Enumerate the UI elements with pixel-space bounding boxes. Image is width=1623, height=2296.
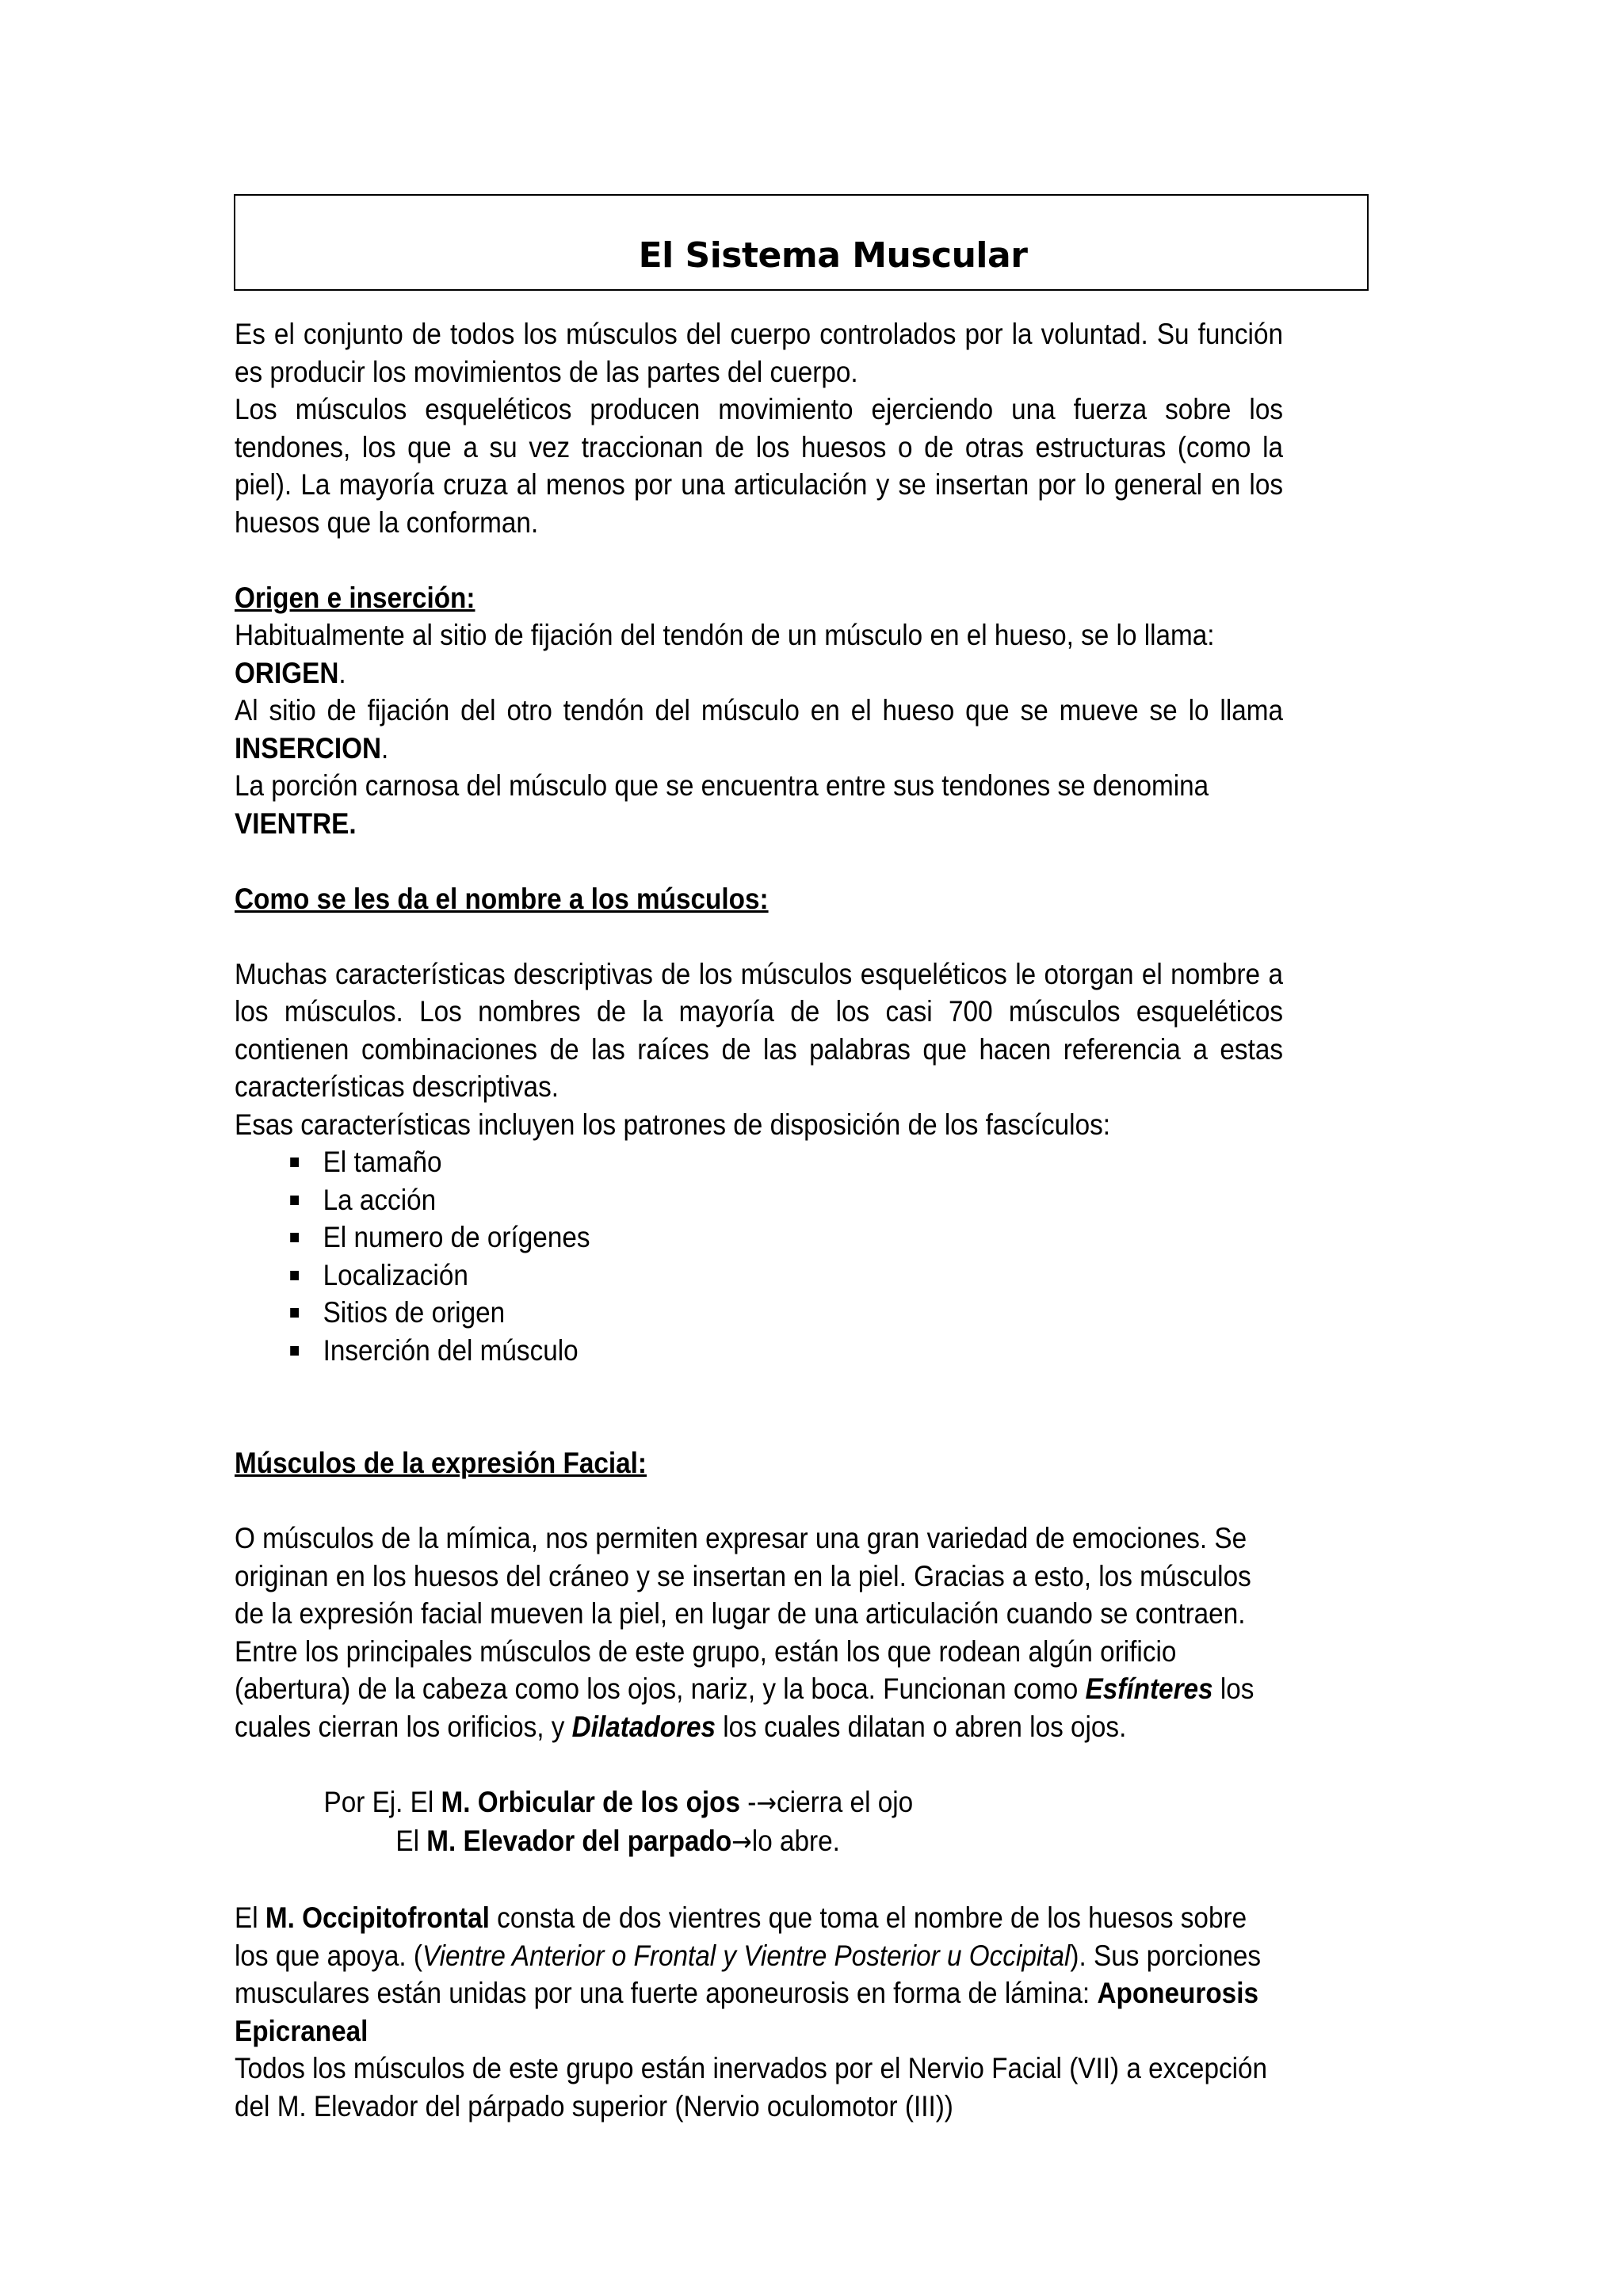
facial-paragraph-2	[235, 1633, 1283, 1746]
origen-term: ORIGEN	[235, 656, 339, 689]
insercion-end: .	[381, 731, 389, 765]
elevador-term: M. Elevador del parpado	[426, 1825, 732, 1857]
document-body	[235, 315, 1283, 2125]
nombre-paragraph-2: Esas características incluyen los patrones de disposición de los fascículos:	[235, 1108, 1111, 1141]
facial-p2-text-c: los cuales cierran los orificios, y	[235, 1672, 1254, 1743]
spacer	[235, 1745, 1283, 1783]
facial-heading: Músculos de la expresión Facial:	[235, 1447, 647, 1479]
title-box	[234, 194, 1369, 291]
list-item: El tamaño	[235, 1143, 1283, 1181]
vientre-term: VIENTRE.	[235, 807, 357, 840]
insercion-term: INSERCION	[235, 731, 382, 765]
origen-line-1-end: .	[338, 656, 346, 689]
esfinteres-term: Esfínteres	[1085, 1672, 1213, 1705]
spacer	[235, 541, 1283, 579]
origen-line-1	[235, 616, 1283, 692]
facial-p2-text-a: Entre los principales músculos de este grupo, están los que rodean algún orificio (abertura) de la cabeza como los ojos, nariz, y la boca. Funcionan como	[235, 1634, 1177, 1705]
list-item: Sitios de origen	[235, 1294, 1283, 1332]
list-item: Inserción del músculo	[235, 1332, 1283, 1370]
facial-paragraph-4: Todos los músculos de este grupo están inervados por el Nervio Facial (VII) a excepción del M. Elevador del párpado superior (Nervio oculomotor (III))	[235, 2052, 1268, 2122]
example-2-prefix: El	[395, 1825, 427, 1857]
facial-p3-text-e: ). Sus porciones musculares están unidas por una fuerte aponeurosis en forma de lámina:	[235, 1939, 1262, 2009]
spacer	[235, 1482, 1283, 1520]
spacer	[235, 1862, 1283, 1900]
facial-paragraph-3	[235, 1899, 1283, 2050]
example-1-result: cierra el ojo	[777, 1785, 914, 1818]
list-item: Localización	[235, 1257, 1283, 1295]
list-item: La acción	[235, 1181, 1283, 1219]
insercion-text: Al sitio de fijación del otro tendón del músculo en el hueso que se mueve se lo llama	[235, 694, 1283, 727]
facial-p3-text-a: El	[235, 1901, 265, 1934]
dilatadores-term: Dilatadores	[571, 1710, 716, 1743]
origen-line-3	[235, 767, 1283, 842]
origen-line-2	[235, 692, 1283, 767]
spacer	[235, 1407, 1283, 1445]
vientre-text: La porción carnosa del músculo que se encuentra entre sus tendones se denomina	[235, 769, 1209, 802]
list-item: El numero de orígenes	[235, 1219, 1283, 1257]
arrow-right-icon: →	[731, 1826, 752, 1858]
spacer	[235, 1369, 1283, 1407]
nombre-paragraph-1: Muchas características descriptivas de los músculos esqueléticos le otorgan el nombre a los músculos. Los nombres de la mayoría de los casi 700 músculos esqueléticos contienen combinaciones de las raíces de las palabras que hacen referencia a estas características descriptivas.	[235, 957, 1283, 1103]
page-title: El Sistema Muscular	[638, 235, 1028, 276]
facial-p3-text-c: consta de dos vientres que toma el nombre de los huesos sobre los que apoya. (	[235, 1901, 1247, 1972]
example-1-dash: -	[740, 1785, 757, 1818]
facial-p2-text-e: los cuales dilatan o abren los ojos.	[716, 1710, 1127, 1743]
facial-paragraph-1: O músculos de la mímica, nos permiten expresar una gran variedad de emociones. Se originan en los huesos del cráneo y se insertan en la piel. Gracias a esto, los músculos de la expresión facial mueven la piel, en lugar de una articulación cuando se contraen.	[235, 1522, 1251, 1630]
origen-heading: Origen e inserción:	[235, 581, 475, 614]
spacer	[235, 842, 1283, 880]
example-line-1	[235, 1783, 1283, 1823]
origen-line-1-text: Habitualmente al sitio de fijación del tendón de un músculo en el hueso, se lo llama:	[235, 619, 1215, 651]
aponeurosis-term: Aponeurosis Epicraneal	[235, 1977, 1258, 2047]
nombre-heading: Como se les da el nombre a los músculos:	[235, 882, 769, 915]
spacer	[235, 917, 1283, 955]
intro-paragraph-1: Es el conjunto de todos los músculos del cuerpo controlados por la voluntad. Su función es producir los movimientos de las partes del cuerpo.	[235, 318, 1283, 388]
example-1-prefix: Por Ej. El	[323, 1785, 441, 1818]
example-2-result: lo abre.	[751, 1825, 840, 1857]
intro-paragraph-2: Los músculos esqueléticos producen movimiento ejerciendo una fuerza sobre los tendones, los que a su vez traccionan de los huesos o de otras estructuras (como la piel). La mayoría cruza al menos por una articulación y se insertan por lo general en los huesos que la conforman.	[235, 393, 1283, 539]
orbicular-term: M. Orbicular de los ojos	[441, 1785, 741, 1818]
example-line-2	[235, 1822, 1283, 1862]
vientres-italic: Vientre Anterior o Frontal y Vientre Posterior u Occipital	[422, 1939, 1071, 1972]
occipitofrontal-term: M. Occipitofrontal	[265, 1901, 490, 1934]
arrow-right-icon: →	[756, 1787, 777, 1819]
characteristics-list	[235, 1143, 1283, 1369]
